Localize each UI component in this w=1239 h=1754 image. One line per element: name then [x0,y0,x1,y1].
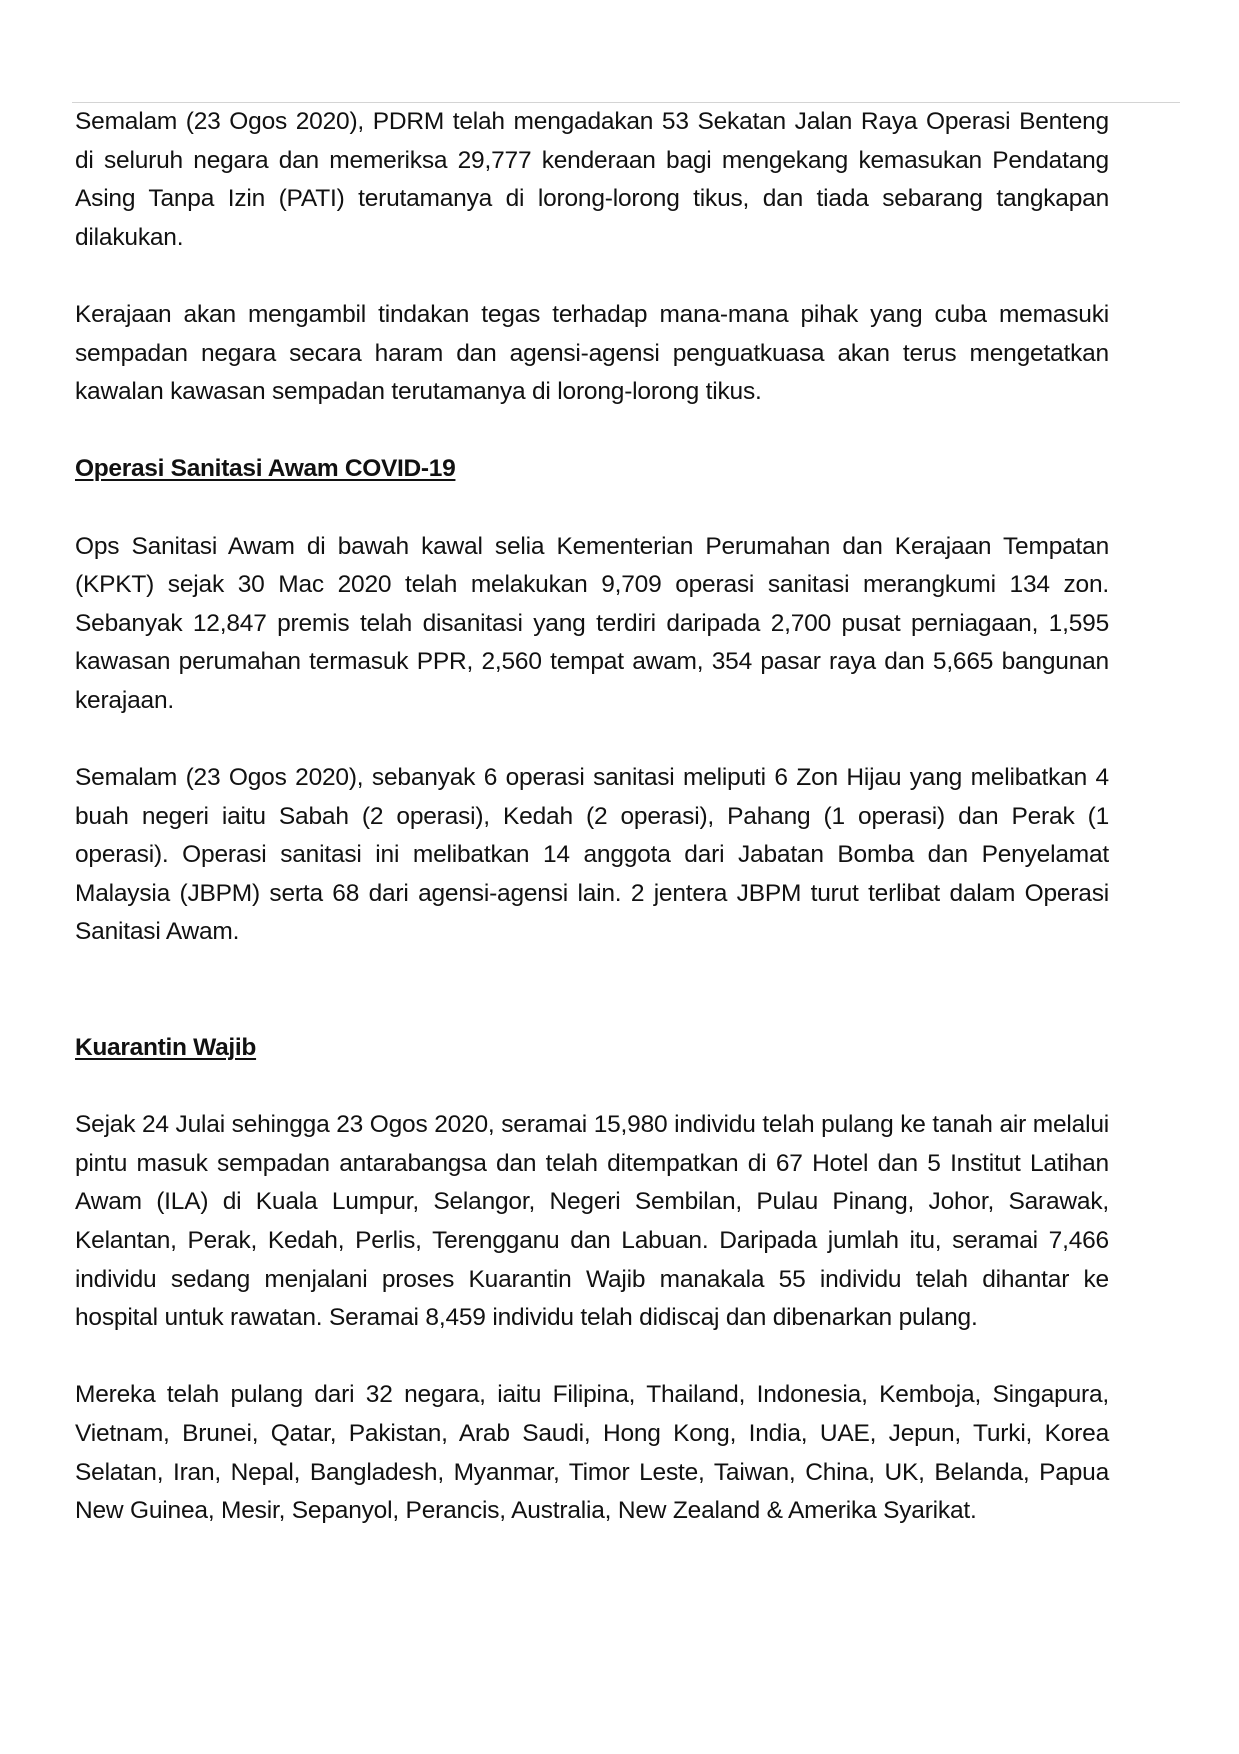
heading-kuarantin-wajib: Kuarantin Wajib [75,1034,257,1062]
document-page [75,103,1109,1531]
heading-operasi-sanitasi: Operasi Sanitasi Awam COVID-19 [75,455,456,483]
paragraph-sekatan-jalan-raya: Semalam (23 Ogos 2020), PDRM telah mengadakan 53 Sekatan Jalan Raya Operasi Benteng di seluruh negara dan memeriksa 29,777 kenderaan bagi mengekang kemasukan Pendatang Asing Tanpa Izin (PATI) terutamanya di lorong-lorong tikus, dan tiada sebarang tangkapan dilakukan. [75,108,1109,251]
paragraph-kuarantin-countries: Mereka telah pulang dari 32 negara, iaitu Filipina, Thailand, Indonesia, Kemboja, Singapura, Vietnam, Brunei, Qatar, Pakistan, Arab Saudi, Hong Kong, India, UAE, Jepun, Turki, Korea Selatan, Iran, Nepal, Bangladesh, Myanmar, Timor Leste, Taiwan, China, UK, Belanda, Papua New Guinea, Mesir, Sepanyol, Perancis, Australia, New Zealand & Amerika Syarikat. [75,1381,1109,1525]
paragraph-kuarantin-summary: Sejak 24 Julai sehingga 23 Ogos 2020, seramai 15,980 individu telah pulang ke tanah air melalui pintu masuk sempadan antarabangsa dan telah ditempatkan di 67 Hotel dan 5 Institut Latihan Awam (ILA) di Kuala Lumpur, Selangor, Negeri Sembilan, Pulau Pinang, Johor, Sarawak, Kelantan, Perak, Kedah, Perlis, Terengganu dan Labuan. Daripada jumlah itu, seramai 7,466 individu sedang menjalani proses Kuarantin Wajib manakala 55 individu telah dihantar ke hospital untuk rawatan. Seramai 8,459 individu telah didiscaj dan dibenarkan pulang. [75,1111,1109,1332]
paragraph-ops-sanitasi-semalam: Semalam (23 Ogos 2020), sebanyak 6 operasi sanitasi meliputi 6 Zon Hijau yang melibatkan 4 buah negeri iaitu Sabah (2 operasi), Kedah (2 operasi), Pahang (1 operasi) dan Perak (1 operasi). Operasi sanitasi ini melibatkan 14 anggota dari Jabatan Bomba dan Penyelamat Malaysia (JBPM) serta 68 dari agensi-agensi lain. 2 jentera JBPM turut terlibat dalam Operasi Sanitasi Awam. [75,764,1109,946]
paragraph-kawalan-sempadan: Kerajaan akan mengambil tindakan tegas terhadap mana-mana pihak yang cuba memasuki sempadan negara secara haram dan agensi-agensi penguatkuasa akan terus mengetatkan kawalan kawasan sempadan terutamanya di lorong-lorong tikus. [75,300,1109,406]
paragraph-ops-sanitasi-summary: Ops Sanitasi Awam di bawah kawal selia Kementerian Perumahan dan Kerajaan Tempatan (KPKT) sejak 30 Mac 2020 telah melakukan 9,709 operasi sanitasi merangkumi 134 zon. Sebanyak 12,847 premis telah disanitasi yang terdiri daripada 2,700 pusat perniagaan, 1,595 kawasan perumahan termasuk PPR, 2,560 tempat awam, 354 pasar raya dan 5,665 bangunan kerajaan. [75,532,1109,714]
